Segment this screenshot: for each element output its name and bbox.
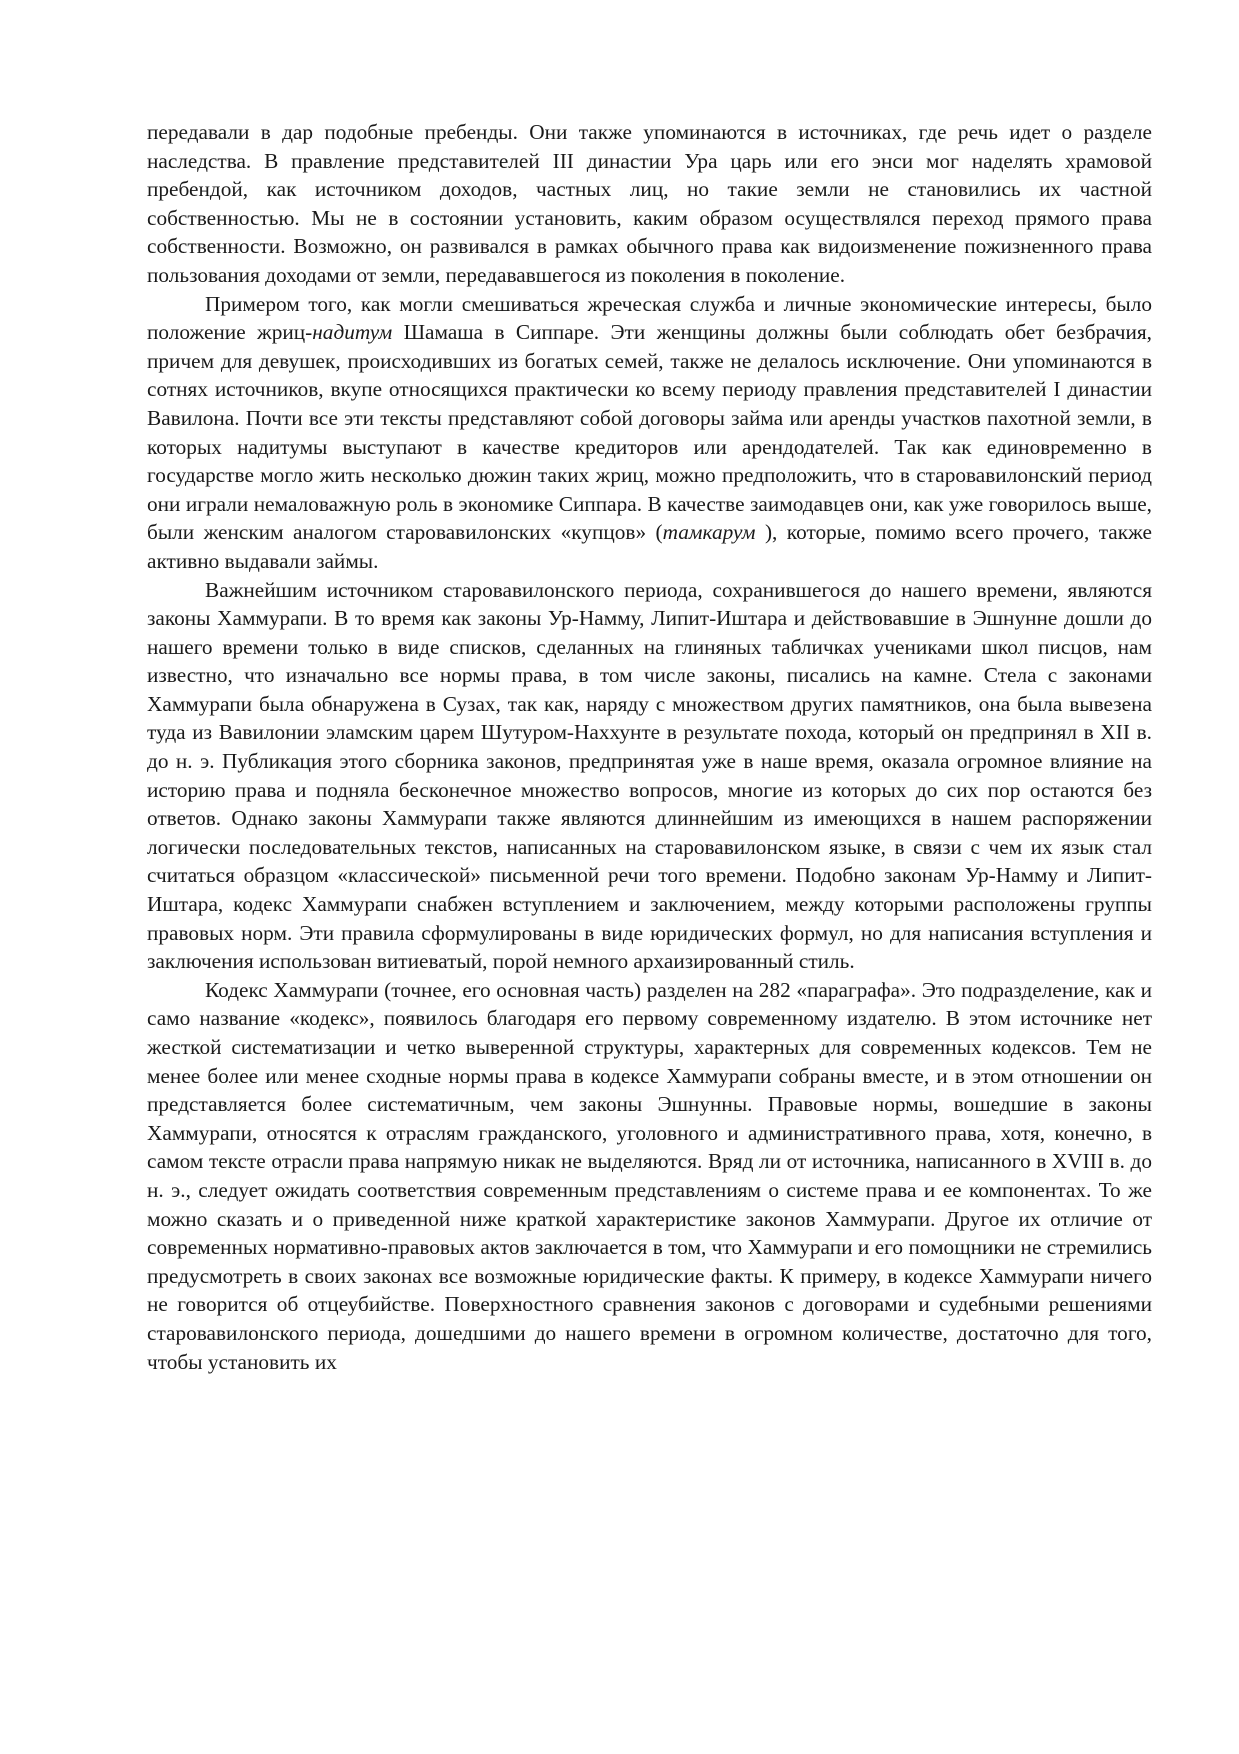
term-naditum: надитум	[312, 320, 393, 345]
paragraph-3-text: Важнейшим источником старовавилонского периода, сохранившегося до нашего времени, являются законы Хаммурапи. В то время как законы Ур-Намму, Липит-Иштара и действовавшие в Эшнунне дошли до нашего времени только в виде списков, сделанных на глиняных табличках учениками школ писцов, нам известно, что изначально все нормы права, в том числе законы, писались на камне. Стела с законами Хаммурапи была обнаружена в Сузах, так как, наряду с множеством других памятников, она была вывезена туда из Вавилонии эламским царем Шутуром-Наххунте в результате похода, который он предпринял в XII в. до н. э. Публикация этого сборника законов, предпринятая уже в наше время, оказала огромное влияние на историю права и подняла бесконечное множество вопросов, многие из которых до сих пор остаются без ответов. Однако законы Хаммурапи также являются длиннейшим из имеющихся в нашем распоряжении логически последовательных текстов, написанных на старовавилонском языке, в связи с чем их язык стал считаться образцом «классической» письменной речи того времени. Подобно законам Ур-Намму и Липит-Иштара, кодекс Хаммурапи снабжен вступлением и заключением, между которыми расположены группы правовых норм. Эти правила сформулированы в виде юридических формул, но для написания вступления и заключения использован витиеватый, порой немного архаизированный стиль.	[147, 577, 1152, 974]
document-page	[147, 118, 1152, 1376]
paragraph-2-text-c: ), которые, помимо всего прочего, также активно выдавали займы.	[147, 520, 1152, 573]
paragraph-3	[147, 576, 1152, 976]
paragraph-1	[147, 118, 1152, 290]
paragraph-2-text-a: Примером того, как могли смешиваться жреческая служба и личные экономические интересы, было положение жриц-	[147, 291, 1152, 345]
paragraph-4-text: Кодекс Хаммурапи (точнее, его основная часть) разделен на 282 «параграфа». Это подразделение, как и само название «кодекс», появилось благодаря его первому современному издателю. В этом источнике нет жесткой систематизации и четко выверенной структуры, характерных для современных кодексов. Тем не менее более или менее сходные нормы права в кодексе Хаммурапи собраны вместе, и в этом отношении он представляется более систематичным, чем законы Эшнунны. Правовые нормы, вошедшие в законы Хаммурапи, относятся к отраслям гражданского, уголовного и административного права, хотя, конечно, в самом тексте отрасли права напрямую никак не выделяются. Вряд ли от источника, написанного в XVIII в. до н. э., следует ожидать соответствия современным представлениям о системе права и ее компонентах. То же можно сказать и о приведенной ниже краткой характеристике законов Хаммурапи. Другое их отличие от современных нормативно-правовых актов заключается в том, что Хаммурапи и его помощники не стремились предусмотреть в своих законах все возможные юридические факты. К примеру, в кодексе Хаммурапи ничего не говорится об отцеубийстве. Поверхностного сравнения законов с договорами и судебными решениями старовавилонского периода, дошедшими до нашего времени в огромном количестве, достаточно для того, чтобы установить их	[147, 977, 1152, 1374]
paragraph-1-text: передавали в дар подобные пребенды. Они также упоминаются в источниках, где речь идет о разделе наследства. В правление представителей III династии Ура царь или его энси мог наделять храмовой пребендой, как источником доходов, частных лиц, но такие земли не становились их частной собственностью. Мы не в состоянии установить, каким образом осуществлялся переход прямого права собственности. Возможно, он развивался в рамках обычного права как видоизменение пожизненного права пользования доходами от земли, передававшегося из поколения в поколение.	[147, 120, 1152, 287]
paragraph-2	[147, 290, 1152, 576]
term-tamkarum: тамкарум	[662, 520, 756, 545]
paragraph-4	[147, 976, 1152, 1376]
paragraph-2-text-b: Шамаша в Сиппаре. Эти женщины должны были соблюдать обет безбрачия, причем для девушек, происходивших из богатых семей, также не делалось исключение. Они упоминаются в сотнях источников, вкупе относящихся практически ко всему периоду правления представителей I династии Вавилона. Почти все эти тексты представляют собой договоры займа или аренды участков пахотной земли, в которых надитумы выступают в качестве кредиторов или арендодателей. Так как единовременно в государстве могло жить несколько дюжин таких жриц, можно предположить, что в старовавилонский период они играли немаловажную роль в экономике Сиппара. В качестве заимодавцев они, как уже говорилось выше, были женским аналогом старовавилонских «купцов» (	[147, 320, 1153, 545]
